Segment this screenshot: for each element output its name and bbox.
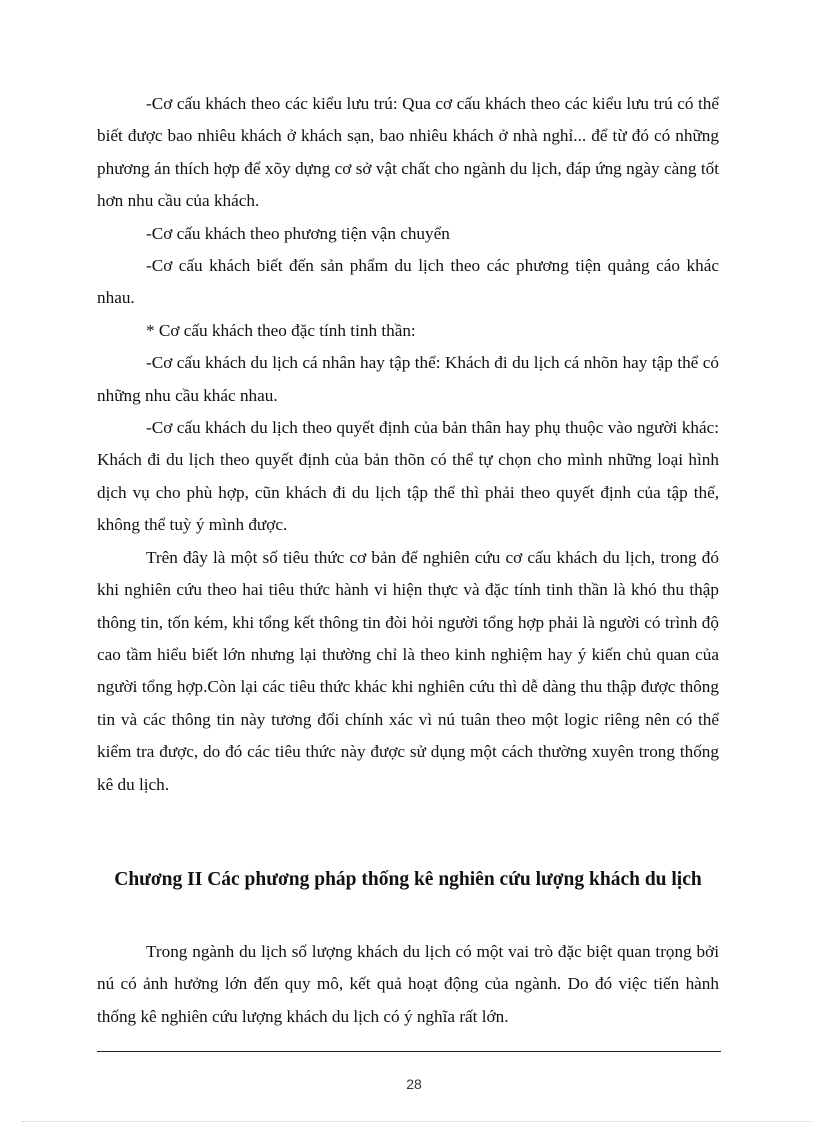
paragraph-advertising-means: -Cơ cấu khách biết đến sản phẩm du lịch theo các phương tiện quảng cáo khác nhau. — [97, 256, 719, 308]
chapter-body — [97, 936, 719, 1033]
paragraph-individual-group: -Cơ cấu khách du lịch cá nhân hay tập thể: Khách đi du lịch cá nhõn hay tập thể có những nhu cầu khác nhau. — [97, 353, 719, 405]
paragraph-accommodation-type: -Cơ cấu khách theo các kiểu lưu trú: Qua cơ cấu khách theo các kiểu lưu trú có thể biết được bao nhiêu khách ở khách sạn, bao nhiêu khách ở nhà nghỉ... để từ đó có những phương án thích hợp để xõy dựng cơ sở vật chất cho ngành du lịch, đáp ứng ngày càng tốt hơn nhu cầu của khách. — [97, 94, 719, 211]
paragraph-summary: Trên đây là một số tiêu thức cơ bản để nghiên cứu cơ cấu khách du lịch, trong đó khi nghiên cứu theo hai tiêu thức hành vi hiện thực và đặc tính tinh thần là khó thu thập thông tin, tốn kém, khi tổng kết thông tin đòi hỏi người tổng hợp phải là người có trình độ cao tầm hiểu biết lớn nhưng lại thường chỉ là theo kinh nghiệm hay ý kiến chủ quan của người tổng hợp.Còn lại các tiêu thức khác khi nghiên cứu thì dễ dàng thu thập được thông tin và các thông tin này tương đối chính xác vì nú tuân theo một logic riêng nên có thể kiểm tra được, do đó các tiêu thức này được sử dụng một cách thường xuyên trong thống kê du lịch. — [97, 547, 719, 794]
page-number: 28 — [406, 1076, 422, 1092]
page-edge-dots — [22, 1121, 812, 1122]
paragraph-chapter-intro: Trong ngành du lịch số lượng khách du lịch có một vai trò đặc biệt quan trọng bởi nú có ảnh hưởng lớn đến quy mô, kết quả hoạt động của ngành. Do đó việc tiến hành thống kê nghiên cứu lượng khách du lịch có ý nghĩa rất lớn. — [97, 942, 719, 1026]
body-text — [97, 88, 719, 801]
chapter-title: Chương II Các phương pháp thống kê nghiên cứu lượng khách du lịch — [114, 869, 702, 890]
paragraph-own-decision: -Cơ cấu khách du lịch theo quyết định của bản thân hay phụ thuộc vào người khác: Khách đi du lịch theo quyết định của bản thõn có thể tự chọn cho mình những loại hình dịch vụ cho phù hợp, cũn khách đi du lịch tập thể thì phải theo quyết định của tập thể, không thể tuỳ ý mình được. — [97, 418, 719, 535]
footer-divider — [97, 1051, 721, 1052]
paragraph-spiritual-heading: * Cơ cấu khách theo đặc tính tinh thần: — [146, 320, 416, 340]
paragraph-transport-means: -Cơ cấu khách theo phương tiện vận chuyển — [146, 223, 450, 243]
